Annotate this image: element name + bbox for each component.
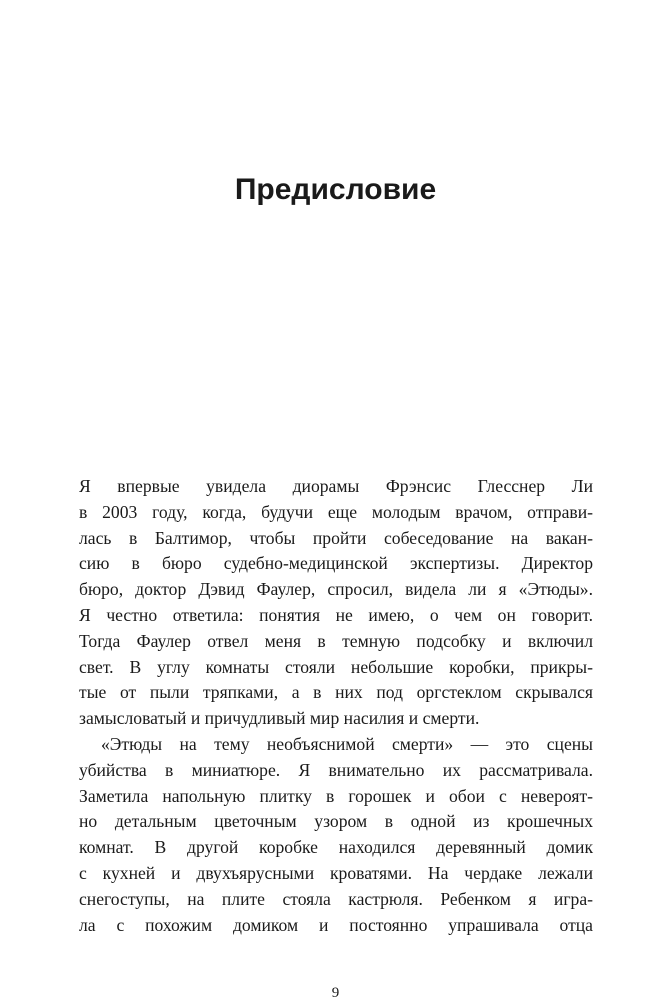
text-line: свет. В углу комнаты стояли небольшие коробки, прикры- <box>79 656 593 677</box>
text-line: Я впервые увидела диорамы Фрэнсис Глесснер Ли <box>79 476 593 496</box>
text-line: лась в Балтимор, чтобы пройти собеседование на вакан- <box>79 527 593 548</box>
text-line: тые от пыли тряпками, а в них под оргстеклом скрывался <box>79 682 593 703</box>
text-line: ла с похожим домиком и постоянно упрашивала отца <box>79 914 593 935</box>
text-line: с кухней и двухъярусными кроватями. На чердаке лежали <box>79 862 593 883</box>
text-line: снегоступы, на плите стояла кастрюля. Ребенком я игра- <box>79 888 593 909</box>
page-number: 9 <box>331 985 340 1001</box>
text-line: комнат. В другой коробке находился деревянный домик <box>79 837 593 858</box>
text-line: Я честно ответила: понятия не имею, о чем он говорит. <box>79 604 593 625</box>
chapter-title: Предисловие <box>234 173 437 206</box>
text-line: Заметила напольную плитку в горошек и обои с невероят- <box>79 785 593 806</box>
text-line: но детальным цветочным узором в одной из крошечных <box>79 811 593 832</box>
text-line: «Этюды на тему необъяснимой смерти» — это сцены <box>101 733 593 754</box>
text-line: бюро, доктор Дэвид Фаулер, спросил, видела ли я «Этюды». <box>79 579 593 600</box>
text-line: замысловатый и причудливый мир насилия и смерти. <box>79 708 480 729</box>
text-line: в 2003 году, когда, будучи еще молодым врачом, отправи- <box>79 501 593 522</box>
text-line: Тогда Фаулер отвел меня в темную подсобку и включил <box>79 630 593 651</box>
text-line: убийства в миниатюре. Я внимательно их рассматривала. <box>79 759 593 780</box>
text-line: сию в бюро судебно-медицинской экспертизы. Директор <box>79 553 593 574</box>
body-text <box>79 474 593 938</box>
